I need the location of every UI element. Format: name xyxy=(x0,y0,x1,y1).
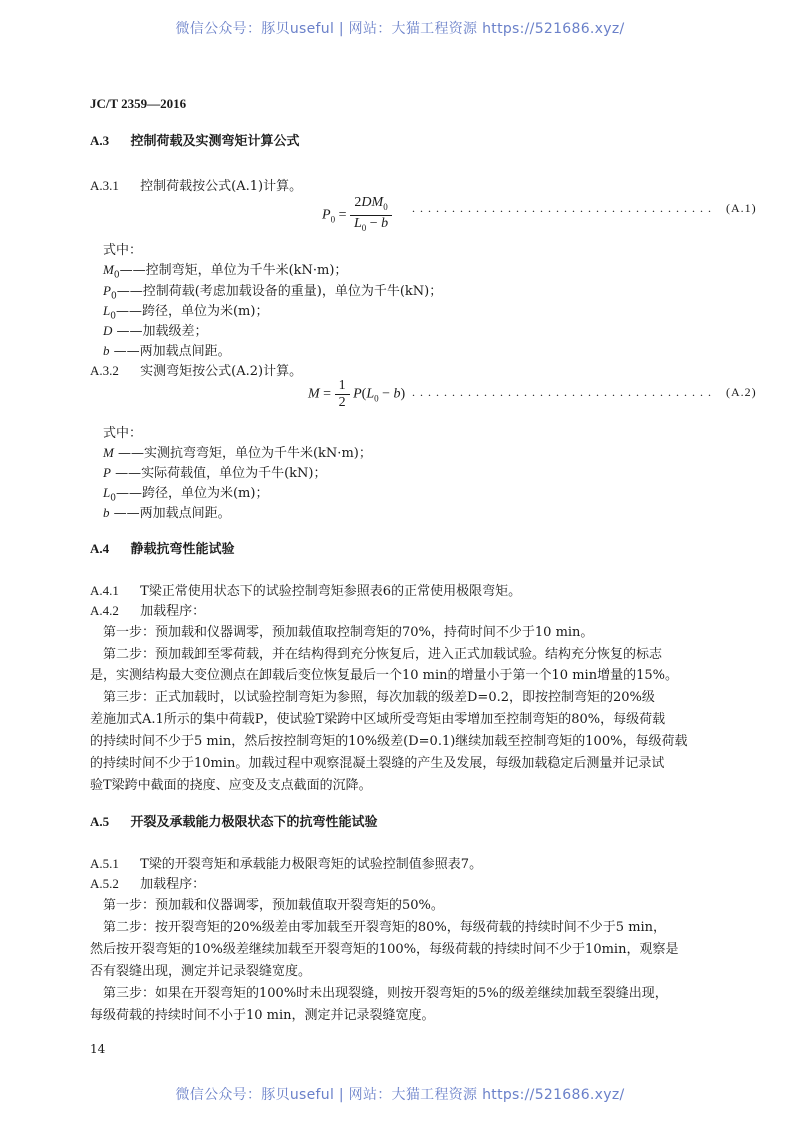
section-a4-heading xyxy=(90,538,800,557)
section-number: A.3 xyxy=(90,133,110,148)
clause-text: 实测弯矩按公式(A.2)计算。 xyxy=(140,364,303,379)
a4-step2-cont: 是，实测结构最大变位测点在卸载后变位恢复最后一个10 min的增量小于第一个10 min增量的15%。 xyxy=(90,668,678,683)
definition-b-2: b ——两加载点间距。 xyxy=(103,505,231,521)
clause-text: 加载程序： xyxy=(140,877,206,892)
a4-step3-cont4: 验T梁跨中截面的挠度、应变及支点截面的沉降。 xyxy=(90,778,372,793)
formula-a2: M = $\frac{1}{2}$ $P(L_0 - b)$ xyxy=(308,378,406,410)
section-title: 静载抗弯性能试验 xyxy=(130,542,235,557)
a5-step2-cont2: 否有裂缝出现，测定并记录裂缝宽度。 xyxy=(90,964,312,979)
clause-text: 控制荷载按公式(A.1)计算。 xyxy=(140,179,303,194)
a5-step3: 第三步：如果在开裂弯矩的100%时未出现裂缝，则按开裂弯矩的5%的级差继续加载至裂缝出现， xyxy=(103,986,668,1001)
clause-number: A.4.2 xyxy=(90,603,119,618)
section-a5-heading xyxy=(90,811,800,830)
a4-step2: 第二步：预加载卸至零荷载，并在结构得到充分恢复后，进入正式加载试验。结构充分恢复的标志 xyxy=(103,647,663,662)
clause-number: A.5.1 xyxy=(90,856,119,871)
clause-a31 xyxy=(90,175,800,194)
clause-a52 xyxy=(90,873,800,892)
section-title: 开裂及承载能力极限状态下的抗弯性能试验 xyxy=(130,815,378,830)
section-title: 控制荷载及实测弯矩计算公式 xyxy=(130,134,300,149)
clause-a51 xyxy=(90,853,800,872)
equation-number: (A.2) xyxy=(726,385,757,399)
a4-step3-cont3: 的持续时间不少于10min。加载过程中观察混凝土裂缝的产生及发展，每级加载稳定后测量并记录试 xyxy=(90,756,665,771)
clause-number: A.3.1 xyxy=(90,178,119,193)
clause-number: A.3.2 xyxy=(90,363,119,378)
definition-b: b ——两加载点间距。 xyxy=(103,343,231,359)
fraction: $\frac{1}{2}$ xyxy=(335,378,350,411)
clause-text: T梁正常使用状态下的试验控制弯矩参照表6的正常使用极限弯矩。 xyxy=(140,584,522,599)
clause-number: A.5.2 xyxy=(90,876,119,891)
standard-number: JC/T 2359—2016 xyxy=(90,96,187,111)
clause-number: A.4.1 xyxy=(90,583,119,598)
a4-step3-cont1: 差施加式A.1所示的集中荷载P，使试验T梁跨中区域所受弯矩由零增加至控制弯矩的80%，每级荷载 xyxy=(90,712,666,727)
equation-number: (A.1) xyxy=(726,201,757,215)
where-label-1: 式中： xyxy=(103,243,143,258)
a4-step3: 第三步：正式加载时，以试验控制弯矩为参照，每次加载的级差D=0.2，即按控制弯矩的20%级 xyxy=(103,690,655,705)
page-number: 14 xyxy=(90,1042,106,1056)
clause-a42 xyxy=(90,600,800,619)
a5-step3-cont: 每级荷载的持续时间不小于10 min，测定并记录裂缝宽度。 xyxy=(90,1008,435,1023)
definition-d: D ——加载级差； xyxy=(103,323,208,339)
watermark-banner-bottom: 微信公众号：豚贝useful | 网站：大猫工程资源 https://521686.xyz/ xyxy=(175,1087,625,1103)
a5-step2-cont1: 然后按开裂弯矩的10%级差继续加载至开裂弯矩的100%，每级荷载的持续时间不少于10min，观察是 xyxy=(90,942,679,957)
definition-p: P ——实际荷载值，单位为千牛(kN)； xyxy=(103,465,327,481)
where-label-2: 式中： xyxy=(103,426,143,441)
definition-m0: $M_0——$控制弯矩，单位为千牛米(kN·m)； xyxy=(103,262,348,281)
section-number: A.4 xyxy=(90,541,110,556)
clause-text: T梁的开裂弯矩和承载能力极限弯矩的试验控制值参照表7。 xyxy=(140,857,483,872)
a5-step2: 第二步：按开裂弯矩的20%级差由零加载至开裂弯矩的80%，每级荷载的持续时间不少于5 min， xyxy=(103,920,667,935)
clause-a41 xyxy=(90,580,800,599)
definition-l0-2: $L_0——$跨径，单位为米(m)； xyxy=(103,485,269,504)
clause-a32 xyxy=(90,360,800,379)
fraction: $\frac{2DM_0}{L_0 - b}$ xyxy=(350,195,392,236)
definition-l0: $L_0——$跨径，单位为米(m)； xyxy=(103,303,269,322)
a5-step1: 第一步：预加载和仪器调零，预加载值取开裂弯矩的50%。 xyxy=(103,898,444,913)
clause-text: 加载程序： xyxy=(140,604,206,619)
a4-step3-cont2: 的持续时间不少于5 min，然后按控制弯矩的10%级差(D=0.1)继续加载至控制弯矩的100%，每级荷载 xyxy=(90,734,688,749)
formula-a1: $P_0$ = $\frac{2DM_0}{L_0 - b}$ xyxy=(322,195,392,236)
definition-m: M ——实测抗弯弯矩，单位为千牛米(kN·m)； xyxy=(103,445,372,461)
a4-step1: 第一步：预加载和仪器调零，预加载值取控制弯矩的70%，持荷时间不少于10 min。 xyxy=(103,625,594,640)
section-a3-heading xyxy=(90,130,800,149)
formula-a1-leader: . . . . . . . . . . . . . . . . . . . . . . . . . . . . . . . . . . . . . . (A.1) xyxy=(412,201,757,215)
section-number: A.5 xyxy=(90,814,110,829)
watermark-banner-top: 微信公众号：豚贝useful | 网站：大猫工程资源 https://521686.xyz/ xyxy=(175,21,625,37)
definition-p0: $P_0——$控制荷载(考虑加载设备的重量)，单位为千牛(kN)； xyxy=(103,283,443,302)
formula-a2-leader: . . . . . . . . . . . . . . . . . . . . . . . . . . . . . . . . . . . . . . (A.2) xyxy=(412,385,757,399)
